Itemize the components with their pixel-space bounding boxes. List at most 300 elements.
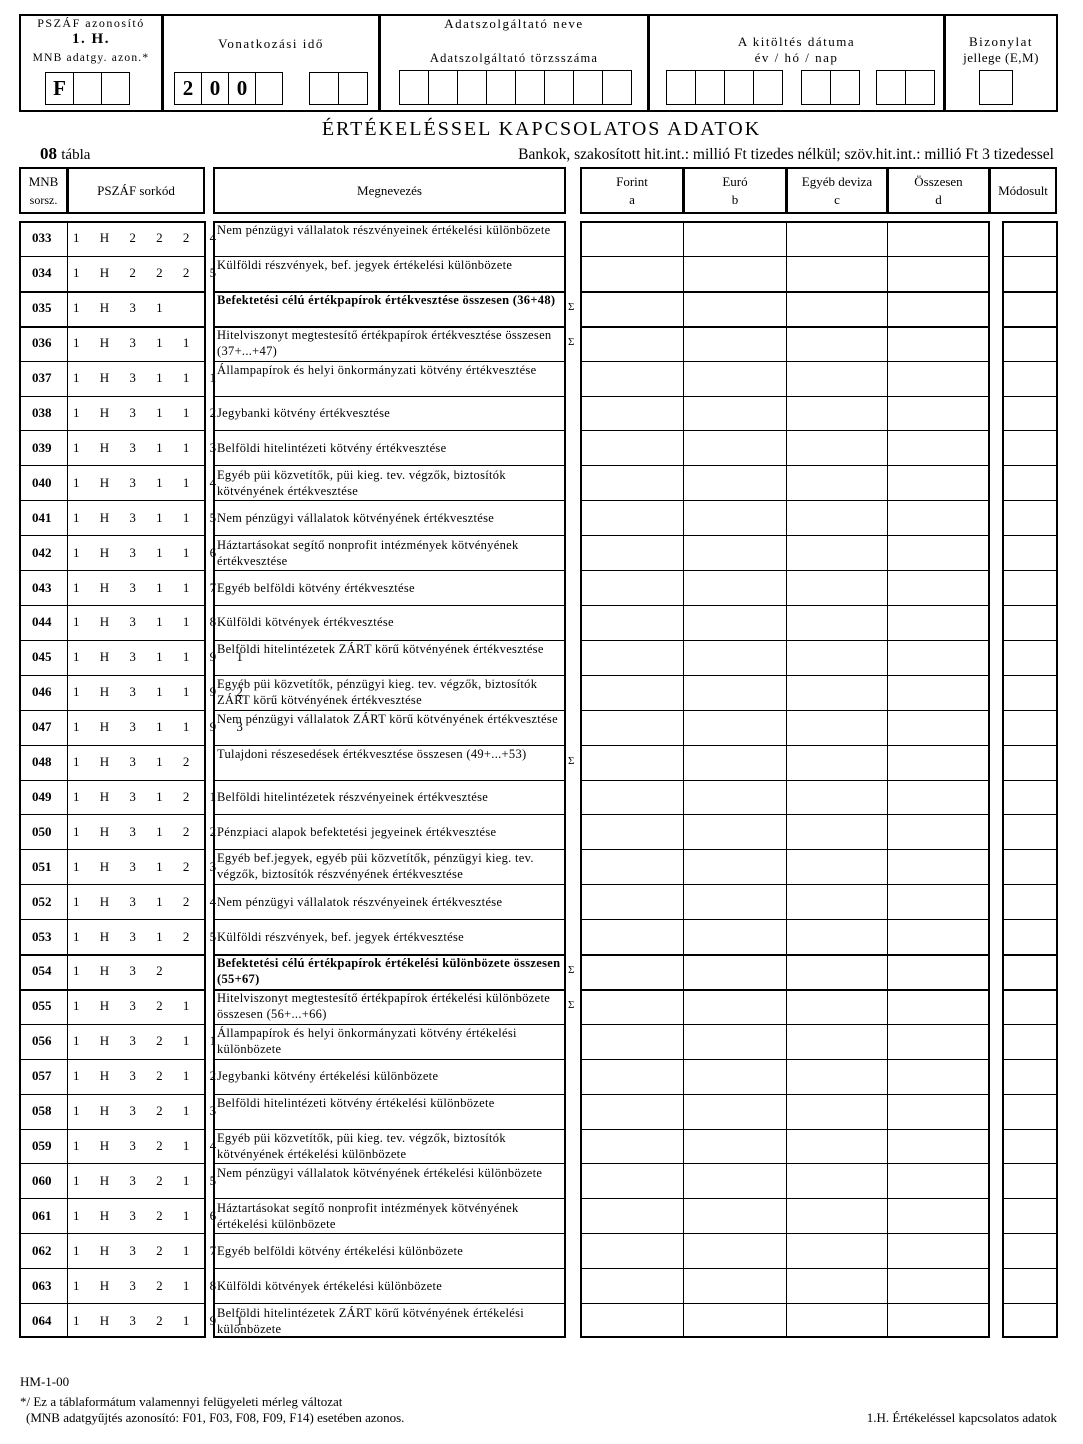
row-separator [1002, 814, 1058, 815]
row-separator [1002, 570, 1058, 571]
row-input-forint[interactable] [582, 885, 683, 918]
row-input-modosult[interactable] [1004, 431, 1056, 464]
row-input-euro[interactable] [685, 1234, 786, 1267]
row-input-osszesen[interactable] [889, 1199, 988, 1232]
row-input-osszesen[interactable] [889, 1304, 988, 1337]
row-pszaf-code: 1 H 3 2 1 3 [73, 1103, 225, 1119]
row-input-osszesen[interactable] [889, 606, 988, 639]
row-input-modosult[interactable] [1004, 850, 1056, 883]
row-input-egyeb-deviza[interactable] [788, 990, 887, 1023]
row-input-euro[interactable] [685, 711, 786, 744]
row-separator [1002, 1163, 1058, 1164]
row-input-egyeb-deviza[interactable] [788, 1164, 887, 1197]
row-input-forint[interactable] [582, 1060, 683, 1093]
row-input-euro[interactable] [685, 397, 786, 430]
row-input-modosult[interactable] [1004, 606, 1056, 639]
row-input-egyeb-deviza[interactable] [788, 362, 887, 395]
row-mnb-number: 047 [32, 719, 52, 735]
row-input-euro[interactable] [685, 536, 786, 569]
table-row [19, 1233, 1058, 1268]
row-input-euro[interactable] [685, 850, 786, 883]
row-input-egyeb-deviza[interactable] [788, 676, 887, 709]
row-input-modosult[interactable] [1004, 641, 1056, 674]
row-input-egyeb-deviza[interactable] [788, 431, 887, 464]
col-header-forint [580, 167, 684, 214]
row-input-modosult[interactable] [1004, 1025, 1056, 1058]
header-box-bizonylat [944, 14, 1058, 112]
col-header-osszesen-sub: d [935, 191, 942, 207]
row-input-forint[interactable] [582, 606, 683, 639]
row-mnb-number: 052 [32, 893, 52, 909]
row-input-forint[interactable] [582, 676, 683, 709]
row-input-euro[interactable] [685, 641, 786, 674]
row-separator [19, 1024, 206, 1025]
row-separator [213, 291, 566, 293]
table-row [19, 361, 1058, 396]
row-input-modosult[interactable] [1004, 257, 1056, 290]
row-separator [1002, 605, 1058, 606]
row-input-osszesen[interactable] [889, 1060, 988, 1093]
row-input-egyeb-deviza[interactable] [788, 781, 887, 814]
row-input-egyeb-deviza[interactable] [788, 920, 887, 953]
row-megnevezes: Belföldi hitelintézeti kötvény értékelési különbözete [217, 1096, 495, 1111]
row-input-egyeb-deviza[interactable] [788, 222, 887, 255]
row-pszaf-code: 1 H 3 2 1 [73, 998, 198, 1014]
row-pszaf-code: 1 H 3 1 1 9 2 [73, 684, 252, 700]
torzsszam-box-4[interactable] [486, 70, 516, 105]
row-input-modosult[interactable] [1004, 1130, 1056, 1163]
torzsszam-box-2[interactable] [428, 70, 458, 105]
row-separator [1002, 640, 1058, 641]
date-year-1[interactable] [666, 70, 696, 105]
row-input-osszesen[interactable] [889, 676, 988, 709]
row-input-modosult[interactable] [1004, 536, 1056, 569]
row-input-euro[interactable] [685, 1060, 786, 1093]
row-input-egyeb-deviza[interactable] [788, 1130, 887, 1163]
date-month-2[interactable] [830, 70, 860, 105]
row-separator [19, 1129, 206, 1130]
row-input-forint[interactable] [582, 1164, 683, 1197]
row-input-modosult[interactable] [1004, 885, 1056, 918]
col-header-osszesen [887, 167, 990, 214]
row-input-euro[interactable] [685, 815, 786, 848]
year-char-2[interactable]: 0 [201, 72, 229, 105]
row-mnb-number: 063 [32, 1277, 52, 1293]
row-input-euro[interactable] [685, 1269, 786, 1302]
table-number: 08 [40, 144, 57, 163]
row-input-osszesen[interactable] [889, 397, 988, 430]
footnote-line2: (MNB adatgyűjtés azonosító: F01, F03, F08, F09, F14) esetében azonos. [26, 1410, 405, 1425]
row-separator [1002, 1129, 1058, 1130]
row-input-modosult[interactable] [1004, 1269, 1056, 1302]
row-megnevezes: Nem pénzügyi vállalatok ZÁRT körű kötvényének értékvesztése [217, 712, 558, 727]
row-separator [580, 1198, 990, 1199]
row-megnevezes: Külföldi részvények, bef. jegyek értékelési különbözete [217, 258, 513, 273]
row-separator [1002, 1024, 1058, 1025]
row-separator [213, 989, 566, 991]
row-sigma-mark: Σ [568, 999, 575, 1012]
row-mnb-number: 038 [32, 404, 52, 420]
row-input-forint[interactable] [582, 292, 683, 325]
row-input-modosult[interactable] [1004, 466, 1056, 499]
row-input-osszesen[interactable] [889, 885, 988, 918]
date-year-4[interactable] [753, 70, 783, 105]
row-input-forint[interactable] [582, 327, 683, 360]
torzsszam-box-7[interactable] [573, 70, 603, 105]
row-input-forint[interactable] [582, 431, 683, 464]
row-input-osszesen[interactable] [889, 466, 988, 499]
row-input-modosult[interactable] [1004, 292, 1056, 325]
row-pszaf-code: 1 H 2 2 2 4 [73, 230, 225, 246]
row-pszaf-code: 1 H 3 1 2 1 [73, 788, 225, 804]
row-input-euro[interactable] [685, 327, 786, 360]
row-input-egyeb-deviza[interactable] [788, 746, 887, 779]
row-input-forint[interactable] [582, 536, 683, 569]
row-mnb-number: 049 [32, 788, 52, 804]
row-separator [1002, 954, 1058, 956]
row-separator [580, 1129, 990, 1130]
row-mnb-number: 042 [32, 544, 52, 560]
row-separator [19, 919, 206, 920]
row-separator [19, 361, 206, 362]
row-input-forint[interactable] [582, 362, 683, 395]
row-input-osszesen[interactable] [889, 431, 988, 464]
row-input-egyeb-deviza[interactable] [788, 501, 887, 534]
row-input-euro[interactable] [685, 1025, 786, 1058]
row-input-egyeb-deviza[interactable] [788, 1269, 887, 1302]
row-input-euro[interactable] [685, 1164, 786, 1197]
row-input-osszesen[interactable] [889, 781, 988, 814]
col-header-mnb [19, 167, 68, 214]
torzsszam-box-1[interactable] [399, 70, 429, 105]
col-header-modosult-text: Módosult [998, 182, 1048, 198]
row-input-osszesen[interactable] [889, 955, 988, 988]
year-char-3[interactable]: 0 [228, 72, 256, 105]
row-mnb-number: 057 [32, 1068, 52, 1084]
col-header-modosult [989, 167, 1057, 214]
row-separator [213, 884, 566, 885]
table-row [19, 500, 1058, 535]
row-input-modosult[interactable] [1004, 1164, 1056, 1197]
row-pszaf-code: 1 H 3 2 1 1 [73, 1033, 225, 1049]
row-input-forint[interactable] [582, 746, 683, 779]
row-input-egyeb-deviza[interactable] [788, 1095, 887, 1128]
table-row [19, 1059, 1058, 1094]
table-row [19, 1094, 1058, 1129]
row-input-forint[interactable] [582, 1095, 683, 1128]
row-input-egyeb-deviza[interactable] [788, 606, 887, 639]
row-input-forint[interactable] [582, 641, 683, 674]
row-mnb-number: 054 [32, 963, 52, 979]
row-pszaf-code: 1 H 3 1 2 4 [73, 893, 225, 909]
row-input-egyeb-deviza[interactable] [788, 955, 887, 988]
row-input-euro[interactable] [685, 292, 786, 325]
row-input-egyeb-deviza[interactable] [788, 571, 887, 604]
table-row [19, 1303, 1058, 1338]
table-row [19, 814, 1058, 849]
row-input-modosult[interactable] [1004, 746, 1056, 779]
row-input-euro[interactable] [685, 676, 786, 709]
row-input-modosult[interactable] [1004, 1199, 1056, 1232]
row-input-forint[interactable] [582, 1130, 683, 1163]
row-input-forint[interactable] [582, 1234, 683, 1267]
row-mnb-number: 033 [32, 230, 52, 246]
row-input-osszesen[interactable] [889, 711, 988, 744]
row-input-osszesen[interactable] [889, 1269, 988, 1302]
row-input-forint[interactable] [582, 990, 683, 1023]
row-input-euro[interactable] [685, 920, 786, 953]
row-input-egyeb-deviza[interactable] [788, 815, 887, 848]
row-input-forint[interactable] [582, 397, 683, 430]
row-separator [1002, 745, 1058, 746]
row-separator [580, 989, 990, 991]
row-input-osszesen[interactable] [889, 1234, 988, 1267]
mnb-char-1[interactable]: F [45, 72, 74, 105]
row-separator [213, 710, 566, 711]
col-header-pszaf-text: PSZÁF sorkód [97, 182, 175, 198]
data-table [19, 221, 1058, 1338]
row-mnb-number: 062 [32, 1242, 52, 1258]
month-char-1[interactable] [309, 72, 339, 105]
row-input-forint[interactable] [582, 222, 683, 255]
row-input-euro[interactable] [685, 501, 786, 534]
row-input-osszesen[interactable] [889, 501, 988, 534]
row-input-euro[interactable] [685, 1095, 786, 1128]
row-separator [19, 570, 206, 571]
row-megnevezes: Nem pénzügyi vállalatok részvényeinek értékelési különbözete [217, 223, 551, 238]
row-input-forint[interactable] [582, 850, 683, 883]
row-input-euro[interactable] [685, 955, 786, 988]
row-input-modosult[interactable] [1004, 362, 1056, 395]
row-separator [213, 1198, 566, 1199]
row-input-osszesen[interactable] [889, 850, 988, 883]
row-input-egyeb-deviza[interactable] [788, 1025, 887, 1058]
row-input-modosult[interactable] [1004, 571, 1056, 604]
row-input-modosult[interactable] [1004, 1304, 1056, 1337]
row-mnb-number: 037 [32, 370, 52, 386]
row-separator [213, 849, 566, 850]
row-pszaf-code: 1 H 3 2 1 4 [73, 1138, 225, 1154]
row-input-egyeb-deviza[interactable] [788, 1304, 887, 1337]
torzsszam-box-6[interactable] [544, 70, 574, 105]
row-input-modosult[interactable] [1004, 711, 1056, 744]
date-day-1[interactable] [876, 70, 906, 105]
bizonylat-label: Bizonylat [968, 34, 1034, 49]
row-input-osszesen[interactable] [889, 1095, 988, 1128]
row-input-osszesen[interactable] [889, 990, 988, 1023]
row-input-forint[interactable] [582, 781, 683, 814]
row-input-euro[interactable] [685, 746, 786, 779]
row-separator [1002, 430, 1058, 431]
row-input-euro[interactable] [685, 885, 786, 918]
row-separator [1002, 396, 1058, 397]
row-input-osszesen[interactable] [889, 571, 988, 604]
row-separator [580, 1163, 990, 1164]
row-separator [580, 710, 990, 711]
row-input-egyeb-deviza[interactable] [788, 1234, 887, 1267]
table-row [19, 256, 1058, 291]
bizonylat-jellege-box[interactable] [979, 70, 1013, 105]
row-input-osszesen[interactable] [889, 746, 988, 779]
col-header-euro-text: Euró [722, 173, 748, 189]
row-input-egyeb-deviza[interactable] [788, 257, 887, 290]
row-separator [580, 430, 990, 431]
date-month-1[interactable] [801, 70, 831, 105]
row-separator [19, 849, 206, 850]
row-input-modosult[interactable] [1004, 676, 1056, 709]
row-input-modosult[interactable] [1004, 1095, 1056, 1128]
row-separator [213, 500, 566, 501]
row-input-modosult[interactable] [1004, 397, 1056, 430]
row-input-osszesen[interactable] [889, 292, 988, 325]
row-input-modosult[interactable] [1004, 1234, 1056, 1267]
row-separator [213, 1233, 566, 1234]
table-row [19, 989, 1058, 1024]
year-char-4[interactable] [255, 72, 283, 105]
row-separator [19, 745, 206, 746]
row-input-osszesen[interactable] [889, 327, 988, 360]
date-year-2[interactable] [695, 70, 725, 105]
row-pszaf-code: 1 H 3 1 [73, 300, 172, 316]
row-pszaf-code: 1 H 3 1 1 6 [73, 544, 225, 560]
row-input-egyeb-deviza[interactable] [788, 466, 887, 499]
row-input-modosult[interactable] [1004, 222, 1056, 255]
row-input-forint[interactable] [582, 920, 683, 953]
row-separator [19, 430, 206, 431]
row-input-modosult[interactable] [1004, 990, 1056, 1023]
col-header-egyeb [786, 167, 888, 214]
row-input-euro[interactable] [685, 1304, 786, 1337]
row-input-egyeb-deviza[interactable] [788, 536, 887, 569]
torzsszam-box-8[interactable] [602, 70, 632, 105]
row-input-euro[interactable] [685, 781, 786, 814]
row-input-modosult[interactable] [1004, 501, 1056, 534]
row-input-forint[interactable] [582, 466, 683, 499]
col-header-egyeb-sub: c [834, 191, 840, 207]
table-row [19, 605, 1058, 640]
torzsszam-box-3[interactable] [457, 70, 487, 105]
units-note: Bankok, szakosított hit.int.: millió Ft tizedes nélkül; szöv.hit.int.: millió Ft 3 tizedessel [518, 146, 1054, 163]
date-day-2[interactable] [905, 70, 935, 105]
row-input-egyeb-deviza[interactable] [788, 397, 887, 430]
row-input-euro[interactable] [685, 431, 786, 464]
row-separator [580, 326, 990, 328]
row-separator [580, 535, 990, 536]
row-input-euro[interactable] [685, 606, 786, 639]
row-input-osszesen[interactable] [889, 1025, 988, 1058]
row-pszaf-code: 1 H 2 2 2 5 [73, 265, 225, 281]
row-separator [213, 396, 566, 397]
row-input-egyeb-deviza[interactable] [788, 885, 887, 918]
row-separator [1002, 256, 1058, 257]
row-input-forint[interactable] [582, 711, 683, 744]
row-input-egyeb-deviza[interactable] [788, 1060, 887, 1093]
row-input-osszesen[interactable] [889, 362, 988, 395]
row-separator [213, 1129, 566, 1130]
col-header-mnb-line1: MNB [28, 173, 59, 189]
row-megnevezes: Befektetési célú értékpapírok értékelési különbözete összesen (55+67) [217, 956, 561, 987]
row-input-egyeb-deviza[interactable] [788, 292, 887, 325]
row-separator [580, 605, 990, 606]
col-header-pszaf [67, 167, 205, 214]
row-separator [213, 919, 566, 920]
row-mnb-number: 041 [32, 509, 52, 525]
table-row [19, 535, 1058, 570]
row-input-euro[interactable] [685, 362, 786, 395]
row-pszaf-code: 1 H 3 1 1 2 [73, 404, 225, 420]
row-megnevezes: Belföldi hitelintézetek ZÁRT körű kötvényének értékelési különbözete [217, 1305, 525, 1336]
table-row [19, 291, 1058, 326]
row-input-euro[interactable] [685, 1130, 786, 1163]
date-year-3[interactable] [724, 70, 754, 105]
table-row [19, 430, 1058, 465]
row-input-osszesen[interactable] [889, 1130, 988, 1163]
mnb-adatgy-label: MNB adatgy. azon.* [32, 52, 150, 64]
row-input-euro[interactable] [685, 257, 786, 290]
row-input-modosult[interactable] [1004, 815, 1056, 848]
row-input-forint[interactable] [582, 1269, 683, 1302]
row-input-osszesen[interactable] [889, 222, 988, 255]
row-separator [580, 465, 990, 466]
row-input-modosult[interactable] [1004, 327, 1056, 360]
row-input-forint[interactable] [582, 955, 683, 988]
row-input-forint[interactable] [582, 1199, 683, 1232]
row-input-euro[interactable] [685, 1199, 786, 1232]
row-input-forint[interactable] [582, 1304, 683, 1337]
row-megnevezes: Jegybanki kötvény értékvesztése [217, 405, 391, 420]
row-separator [1002, 361, 1058, 362]
month-char-2[interactable] [338, 72, 368, 105]
table-row [19, 221, 1058, 256]
row-input-osszesen[interactable] [889, 536, 988, 569]
row-mnb-number: 045 [32, 649, 52, 665]
row-mnb-number: 055 [32, 998, 52, 1014]
row-input-modosult[interactable] [1004, 781, 1056, 814]
row-input-modosult[interactable] [1004, 1060, 1056, 1093]
row-input-forint[interactable] [582, 815, 683, 848]
torzsszam-box-5[interactable] [515, 70, 545, 105]
row-input-forint[interactable] [582, 501, 683, 534]
row-input-egyeb-deviza[interactable] [788, 327, 887, 360]
col-header-mnb-line2: sorsz. [29, 192, 58, 207]
row-input-modosult[interactable] [1004, 955, 1056, 988]
mnb-char-2[interactable] [73, 72, 102, 105]
row-input-euro[interactable] [685, 571, 786, 604]
row-input-modosult[interactable] [1004, 920, 1056, 953]
adatszolgaltato-neve-label: Adatszolgáltató neve [444, 16, 584, 31]
mnb-char-3[interactable] [101, 72, 130, 105]
row-input-forint[interactable] [582, 1025, 683, 1058]
row-input-forint[interactable] [582, 257, 683, 290]
row-input-euro[interactable] [685, 466, 786, 499]
row-separator [1002, 675, 1058, 676]
row-input-osszesen[interactable] [889, 1164, 988, 1197]
row-input-euro[interactable] [685, 222, 786, 255]
row-input-osszesen[interactable] [889, 815, 988, 848]
row-input-egyeb-deviza[interactable] [788, 641, 887, 674]
row-input-osszesen[interactable] [889, 641, 988, 674]
row-input-egyeb-deviza[interactable] [788, 1199, 887, 1232]
row-input-euro[interactable] [685, 990, 786, 1023]
row-input-osszesen[interactable] [889, 257, 988, 290]
row-input-forint[interactable] [582, 571, 683, 604]
year-char-1[interactable]: 2 [174, 72, 202, 105]
row-input-egyeb-deviza[interactable] [788, 850, 887, 883]
row-input-osszesen[interactable] [889, 920, 988, 953]
row-pszaf-code: 1 H 3 1 1 [73, 335, 198, 351]
row-input-egyeb-deviza[interactable] [788, 711, 887, 744]
vonatkozasi-ido-label: Vonatkozási idő [218, 36, 324, 51]
